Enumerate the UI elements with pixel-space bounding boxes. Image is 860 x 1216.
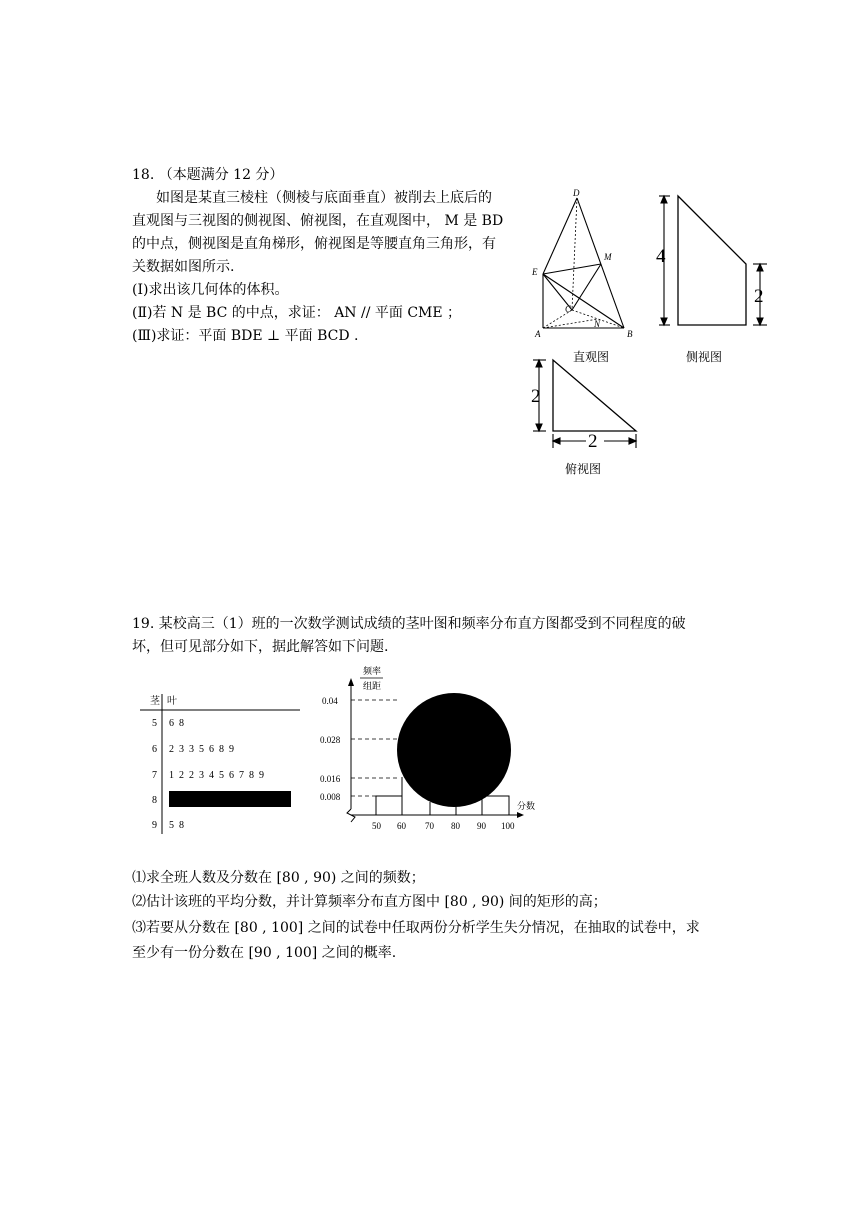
stem-7: 7 [152,770,157,781]
hist-ytick-2: 0.028 [320,735,341,745]
q19-question-2: ⑵估计该班的平均分数，并计算频率分布直方图中 [80 , 90) 间的矩形的高； [132,894,607,910]
label-M: M [604,252,612,262]
leaves-7: 1 2 2 3 4 5 6 7 8 9 [169,770,264,781]
stem-5: 5 [152,718,157,729]
stem-leaf-plot [136,688,304,836]
label-N: N [594,319,601,329]
q18-top-view [524,352,644,450]
q18-line-1: 如图是某直三棱柱（侧棱与底面垂直）被削去上底后的 [156,190,492,206]
hist-y-arrow [348,678,354,686]
label-C: C [565,304,572,314]
frequency-histogram [320,662,536,836]
hist-xlabel: 分数 [517,801,536,811]
edge-EM [543,264,601,274]
hist-bar-90-100 [482,796,509,815]
hist-xtick-70: 70 [425,821,434,831]
stem-6: 6 [152,744,157,755]
leaves-6: 2 3 3 5 6 8 9 [169,744,234,755]
caption-top-view: 俯视图 [565,462,602,476]
hist-ytick-4: 0.008 [320,792,341,802]
q18-part-3: (Ⅲ)求证：平面 BDE ⊥ 平面 BCD . [132,328,359,344]
q18-line-2: 直观图与三视图的侧视图、俯视图，在直观图中， M 是 BD [132,213,504,229]
leaves-9: 5 8 [169,820,184,831]
hist-xtick-80: 80 [451,821,460,831]
top-triangle [553,360,636,431]
side-dim-height: 4 [656,246,666,267]
q18-line-4: 关数据如图所示. [132,259,235,275]
label-E: E [532,267,538,277]
stem-8: 8 [152,795,157,806]
leaves-5: 6 8 [169,718,184,729]
damaged-row-8 [169,791,291,807]
q19-question-4: 至少有一份分数在 [90 , 100] 之间的概率. [132,945,397,961]
edge-DB [577,198,624,328]
caption-perspective: 直观图 [573,350,610,364]
q19-question-3: ⑶若要从分数在 [80 , 100] 之间的试卷中任取两份分析学生失分情况，在抽取的试卷中，求 [132,920,700,936]
stem-header: 茎 [150,696,160,707]
q18-perspective-figure [528,188,638,340]
q19-line-2: 坏，但可见部分如下，据此解答如下问题. [132,639,389,655]
q18-side-view [650,188,770,336]
hist-ytick-1: 0.04 [322,696,338,706]
hist-bar-50-60 [376,796,402,815]
caption-side-view: 侧视图 [686,350,723,364]
q18-part-1: (Ⅰ)求出该几何体的体积。 [132,282,289,298]
hist-ylabel-bottom: 组距 [363,681,382,691]
label-A: A [535,329,541,339]
top-dim-width: 2 [588,431,598,450]
hist-xtick-50: 50 [372,821,381,831]
hist-xtick-100: 100 [501,821,515,831]
edge-DE [543,198,577,274]
top-dim-height: 2 [531,386,541,407]
stem-9: 9 [152,820,157,831]
edge-EB [543,274,624,328]
edge-AN [543,319,598,328]
hist-x-arrow [517,812,524,818]
q18-header: 18. （本题满分 12 分） [132,167,284,183]
side-trapezoid [678,196,746,325]
hist-xtick-60: 60 [397,821,406,831]
leaf-header: 叶 [167,696,177,707]
q19-question-1: ⑴求全班人数及分数在 [80 , 90) 之间的频数； [132,870,425,886]
hist-xtick-90: 90 [477,821,486,831]
q19-line-1: 19. 某校高三（1）班的一次数学测试成绩的茎叶图和频率分布直方图都受到不同程度的破 [132,616,686,632]
label-B: B [627,329,633,339]
damage-blot [397,693,511,807]
side-dim-right: 2 [754,286,764,307]
hist-ytick-3: 0.016 [320,774,341,784]
q18-part-2: (Ⅱ)若 N 是 BC 的中点，求证： AN // 平面 CME ； [132,305,462,321]
label-D: D [573,188,580,198]
hist-ylabel-top: 频率 [363,666,382,676]
q18-line-3: 的中点，侧视图是直角梯形，俯视图是等腰直角三角形，有 [132,236,496,252]
